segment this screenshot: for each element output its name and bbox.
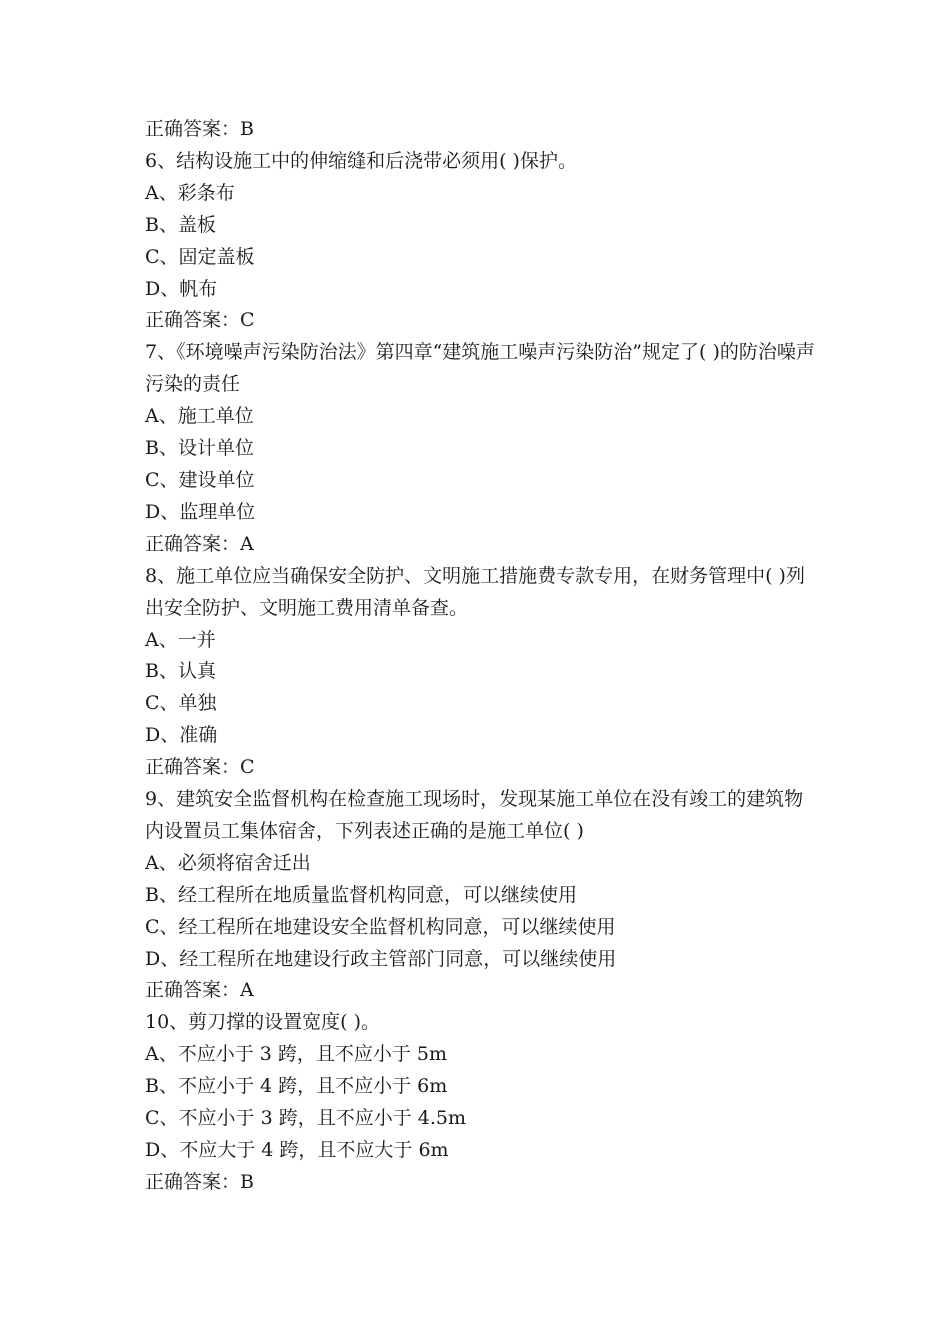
answer-line: 正确答案：B: [145, 1170, 254, 1193]
option-d: D、准确: [145, 724, 218, 747]
option-c: C、固定盖板: [145, 245, 255, 268]
answer-line: 正确答案：A: [145, 979, 254, 1002]
question-10: [145, 1007, 815, 1198]
question-8: [145, 561, 815, 784]
option-c: C、单独: [145, 692, 217, 715]
option-d: D、帆布: [145, 277, 218, 300]
option-a: A、必须将宿舍迁出: [145, 851, 311, 874]
question-stem: 6、结构设施工中的伸缩缝和后浇带必须用( )保护。: [145, 149, 577, 172]
option-b: B、盖板: [145, 213, 216, 236]
document-page: [145, 114, 815, 1199]
option-c: C、建设单位: [145, 468, 255, 491]
option-b: B、不应小于 4 跨，且不应小于 6m: [145, 1075, 448, 1098]
answer-line: 正确答案：C: [145, 309, 255, 332]
question-6: [145, 146, 815, 337]
question-9: [145, 784, 815, 1007]
answer-line: 正确答案：C: [145, 756, 255, 779]
option-c: C、经工程所在地建设安全监督机构同意，可以继续使用: [145, 915, 616, 938]
answer-line: 正确答案：A: [145, 532, 254, 555]
option-d: D、经工程所在地建设行政主管部门同意，可以继续使用: [145, 947, 617, 970]
answer-line: 正确答案：B: [145, 118, 254, 140]
question-stem: 7、《环境噪声污染防治法》第四章“建筑施工噪声污染防治”规定了( )的防治噪声污染的责任: [145, 341, 815, 396]
option-b: B、认真: [145, 660, 216, 683]
question-stem: 9、建筑安全监督机构在检查施工现场时，发现某施工单位在没有竣工的建筑物内设置员工集体宿舍，下列表述正确的是施工单位( ): [145, 788, 804, 842]
option-a: A、不应小于 3 跨，且不应小于 5m: [145, 1043, 448, 1066]
option-b: B、设计单位: [145, 437, 254, 460]
option-d: D、监理单位: [145, 500, 256, 523]
option-d: D、不应大于 4 跨，且不应大于 6m: [145, 1139, 449, 1161]
option-a: A、彩条布: [145, 181, 235, 204]
option-a: A、一并: [145, 628, 216, 651]
option-a: A、施工单位: [145, 405, 254, 428]
option-b: B、经工程所在地质量监督机构同意，可以继续使用: [145, 883, 577, 906]
question-stem: 8、施工单位应当确保安全防护、文明施工措施费专款专用，在财务管理中( )列出安全防护、文明施工费用清单备查。: [145, 564, 805, 619]
question-7: [145, 337, 815, 560]
option-c: C、不应小于 3 跨，且不应小于 4.5m: [145, 1107, 466, 1130]
question-stem: 10、剪刀撑的设置宽度( )。: [145, 1011, 381, 1034]
